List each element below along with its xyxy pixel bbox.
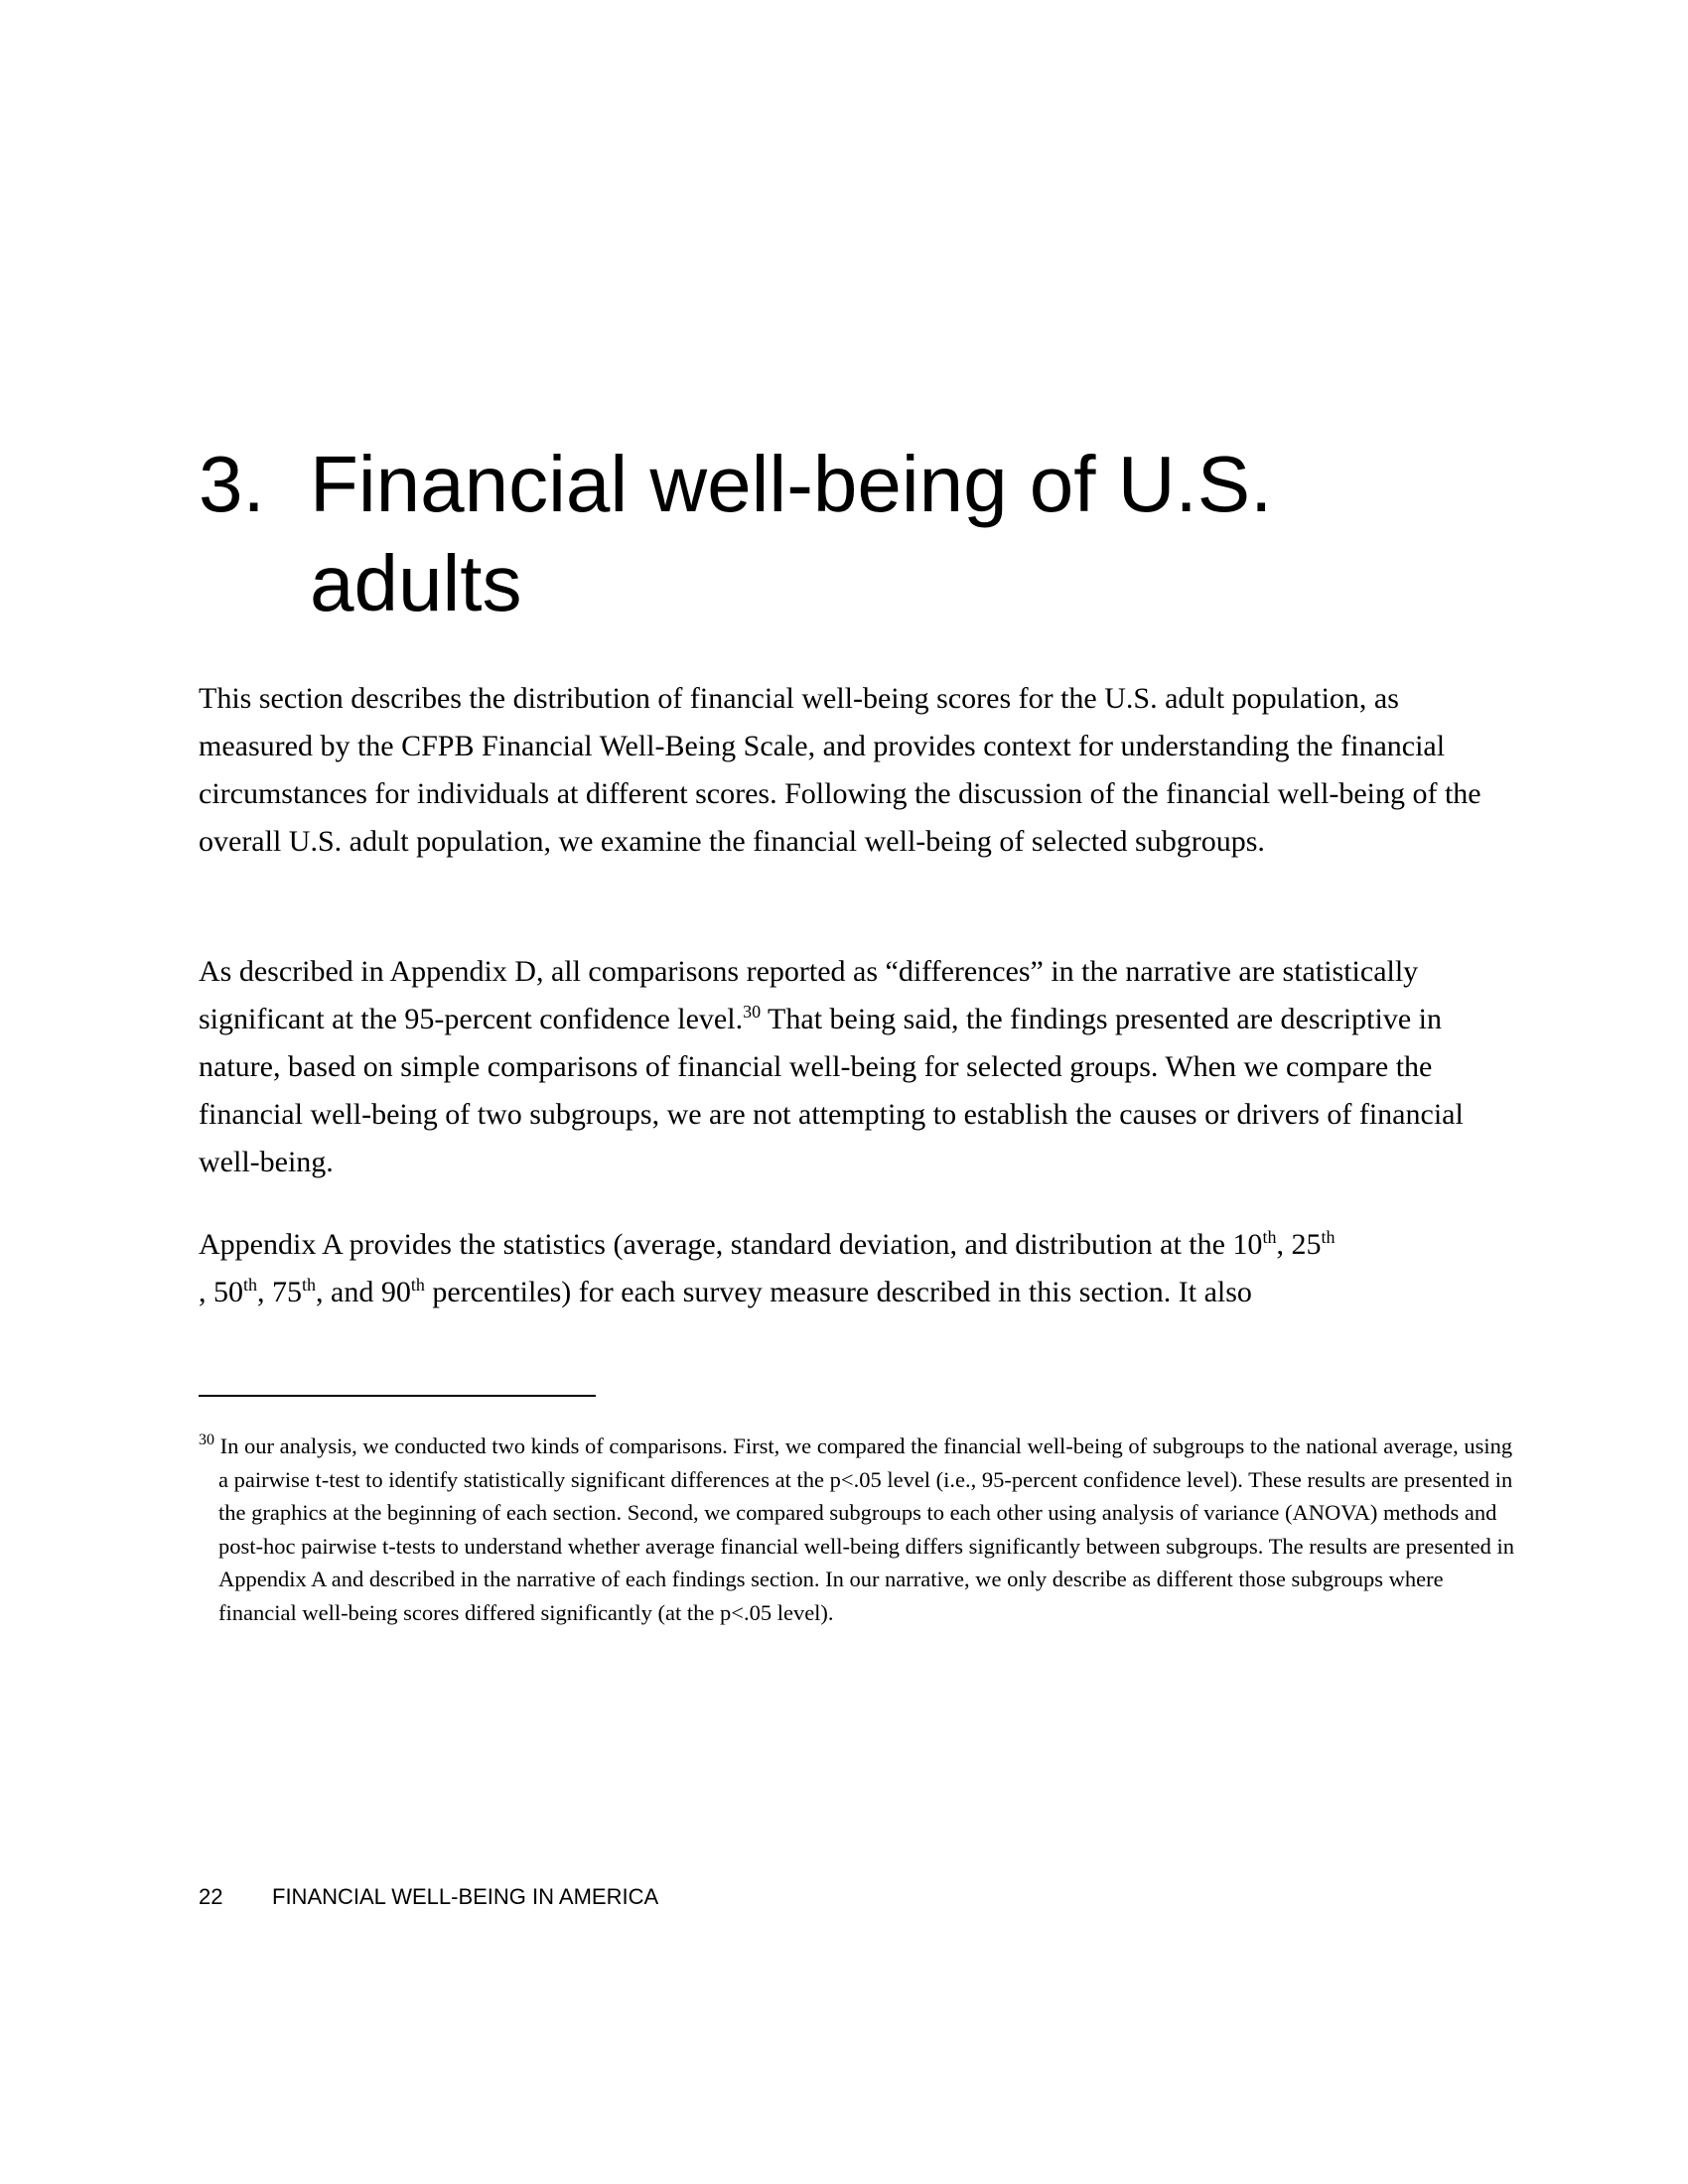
footnote-marker: 30 — [199, 1432, 214, 1448]
significance-paragraph — [199, 948, 1499, 1186]
footnote — [199, 1430, 1519, 1629]
appendix-text-c: , 50 — [199, 1276, 243, 1308]
running-title: FINANCIAL WELL-BEING IN AMERICA — [272, 1884, 659, 1909]
significance-text-continued: That being said, the findings presented are descriptive in nature, based on simple comparisons of financial well-being for selected groups. When we compare the financial well-being of two subgroups, we are not attempting to establish the causes or drivers of financial well-being. — [199, 1003, 1464, 1178]
section-title — [310, 435, 1491, 633]
page-footer — [199, 1884, 658, 1910]
significance-text: As described in Appendix D, all comparisons reported as “differences” in the narrative are statistically significant at the 95-percent confidence level. — [199, 955, 1419, 1035]
appendix-text-e: , and 90 — [316, 1276, 411, 1308]
section-title-line-1: Financial well-being of U.S. — [310, 440, 1273, 528]
footnote-divider — [199, 1395, 596, 1397]
appendix-text-f: percentiles) for each survey measure described in this section. It also — [424, 1276, 1252, 1308]
appendix-paragraph — [199, 1221, 1499, 1316]
ordinal-suffix: th — [302, 1275, 317, 1295]
ordinal-suffix: th — [1321, 1227, 1336, 1247]
ordinal-suffix: th — [1262, 1227, 1277, 1247]
page-number: 22 — [199, 1884, 223, 1909]
appendix-text-d: , 75 — [257, 1276, 303, 1308]
section-title-line-2: adults — [310, 539, 522, 627]
ordinal-suffix: th — [410, 1275, 425, 1295]
appendix-text-a: Appendix A provides the statistics (average, standard deviation, and distribution at the 10 — [199, 1228, 1263, 1261]
footnote-reference[interactable]: 30 — [743, 1002, 762, 1022]
footnote-text: In our analysis, we conducted two kinds of comparisons. First, we compared the financial well-being of subgroups to the national average, using a pairwise t-test to identify statistically significant differences at the p<.05 level (i.e., 95-percent confidence level). These results are presented in the graphics at the beginning of each section. Second, we compared subgroups to each other using analysis of variance (ANOVA) methods and post-hoc pairwise t-tests to understand whether average financial well-being differs significantly between subgroups. The results are presented in Appendix A and described in the narrative of each findings section. In our narrative, we only describe as different those subgroups where financial well-being scores differed significantly (at the p<.05 level). — [214, 1433, 1515, 1625]
intro-paragraph: This section describes the distribution of financial well-being scores for the U.S. adult population, as measured by the CFPB Financial Well-Being Scale, and provides context for understanding the financial circumstances for individuals at different scores. Following the discussion of the financial well-being of the overall U.S. adult population, we examine the financial well-being of selected subgroups. — [199, 682, 1481, 858]
section-number: 3. — [199, 440, 265, 528]
appendix-text-b: , 25 — [1276, 1228, 1322, 1261]
ordinal-suffix: th — [243, 1275, 258, 1295]
